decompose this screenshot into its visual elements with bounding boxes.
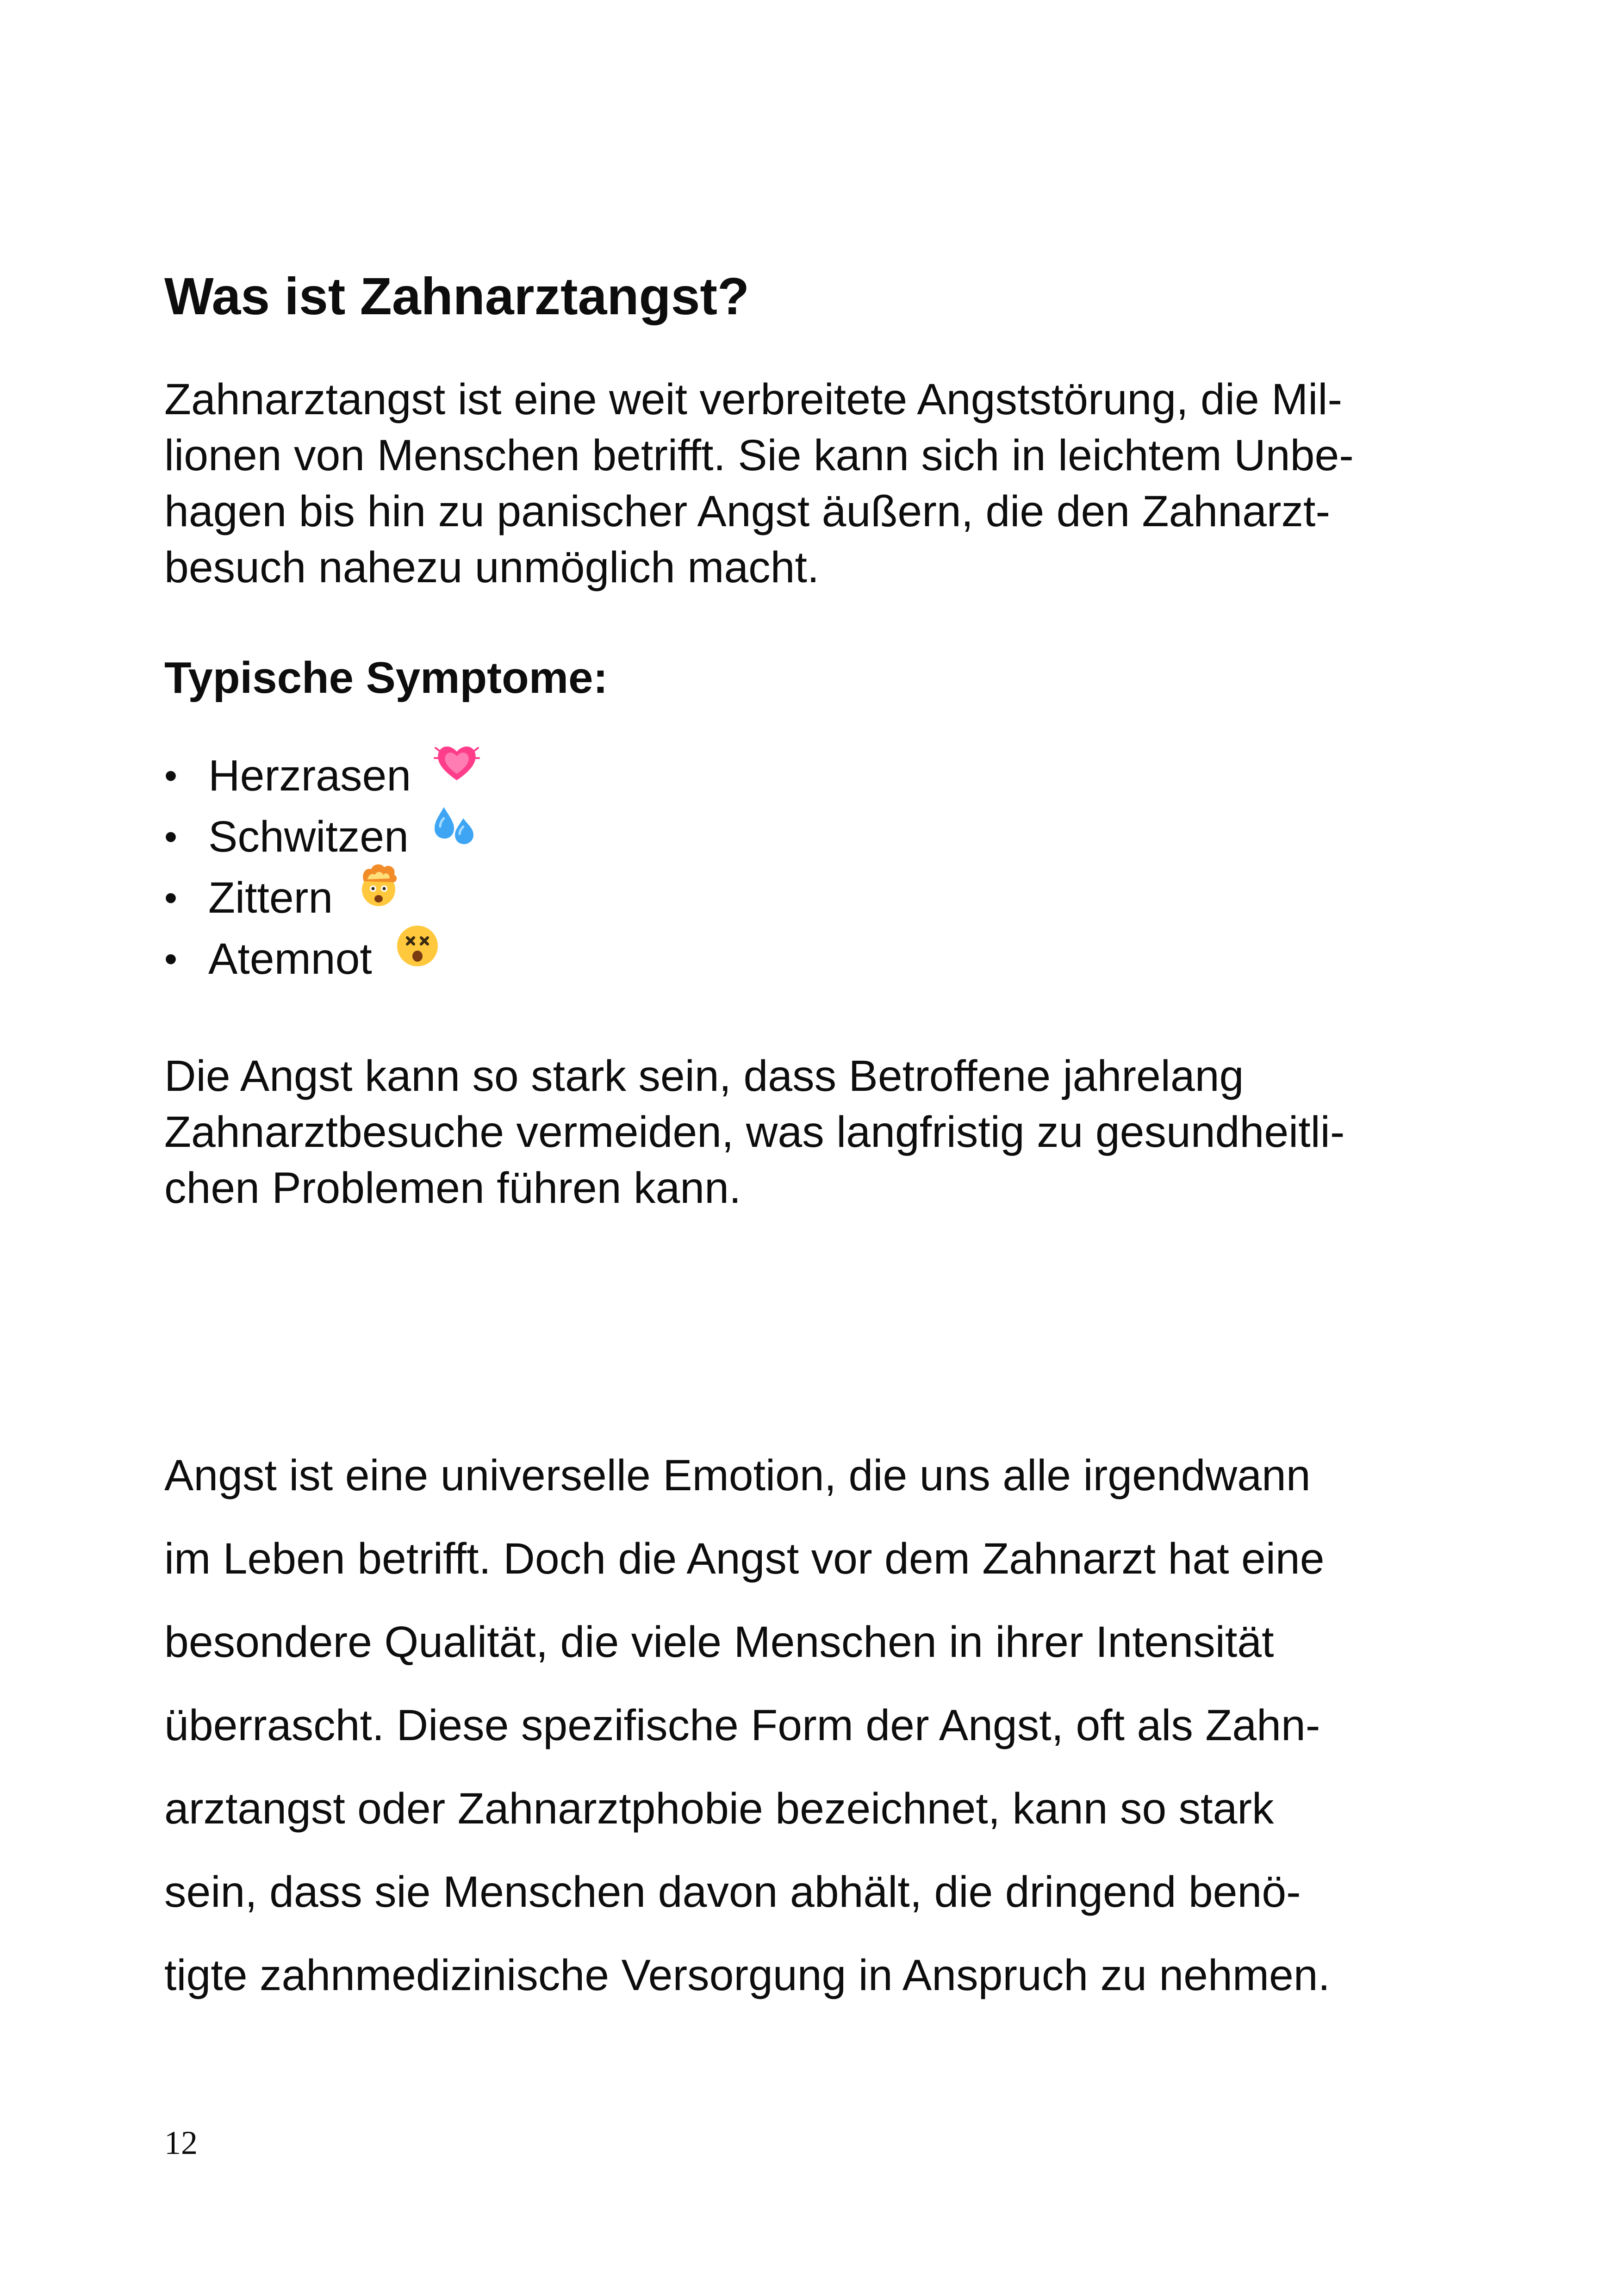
body-line: Angst ist eine universelle Emotion, die uns alle irgendwann [164, 1451, 1311, 1500]
list-item [164, 745, 480, 806]
exploding-head-icon [355, 862, 402, 908]
intro-line: lionen von Menschen betrifft. Sie kann sich in leichtem Unbe- [164, 431, 1354, 480]
body-line: sein, dass sie Menschen davon abhält, die dringend benö- [164, 1867, 1301, 1916]
bullet: • [164, 877, 178, 918]
symptom-label: Schwitzen [208, 812, 409, 861]
list-item [164, 867, 480, 928]
bullet: • [164, 755, 178, 796]
body-line: besondere Qualität, die viele Menschen in ihrer Intensität [164, 1618, 1274, 1667]
symptom-label: Atemnot [208, 934, 372, 983]
section-heading: Was ist Zahnarztangst? [164, 267, 750, 325]
consequence-line: Die Angst kann so stark sein, dass Betroffene jahrelang [164, 1052, 1244, 1101]
page-number: 12 [164, 2124, 198, 2161]
sweat-droplets-icon [431, 801, 477, 847]
symptoms-heading: Typische Symptome: [164, 653, 608, 703]
bullet: • [164, 938, 178, 979]
intro-line: Zahnarztangst ist eine weit verbreitete Angststörung, die Mil- [164, 375, 1343, 424]
body-paragraph [164, 1434, 1330, 2017]
symptom-label: Herzrasen [208, 751, 411, 800]
list-item [164, 806, 480, 867]
consequence-line: Zahnarztbesuche vermeiden, was langfristig zu gesundheitli- [164, 1108, 1345, 1157]
bullet: • [164, 816, 178, 857]
dizzy-face-icon [394, 923, 441, 969]
body-line: überrascht. Diese spezifische Form der Angst, oft als Zahn- [164, 1701, 1320, 1750]
body-line: arztangst oder Zahnarztphobie bezeichnet, kann so stark [164, 1784, 1274, 1833]
intro-line: besuch nahezu unmöglich macht. [164, 543, 820, 592]
symptom-label: Zittern [208, 873, 333, 922]
list-item [164, 928, 480, 989]
intro-paragraph [164, 372, 1469, 596]
symptom-list [164, 745, 480, 989]
consequence-paragraph [164, 1048, 1345, 1216]
body-line: im Leben betrifft. Doch die Angst vor dem Zahnarzt hat eine [164, 1534, 1325, 1583]
consequence-line: chen Problemen führen kann. [164, 1164, 741, 1213]
body-line: tigte zahnmedizinische Versorgung in Anspruch zu nehmen. [164, 1951, 1331, 2000]
intro-line: hagen bis hin zu panischer Angst äußern, die den Zahnarzt- [164, 487, 1331, 536]
beating-heart-icon [434, 740, 480, 786]
